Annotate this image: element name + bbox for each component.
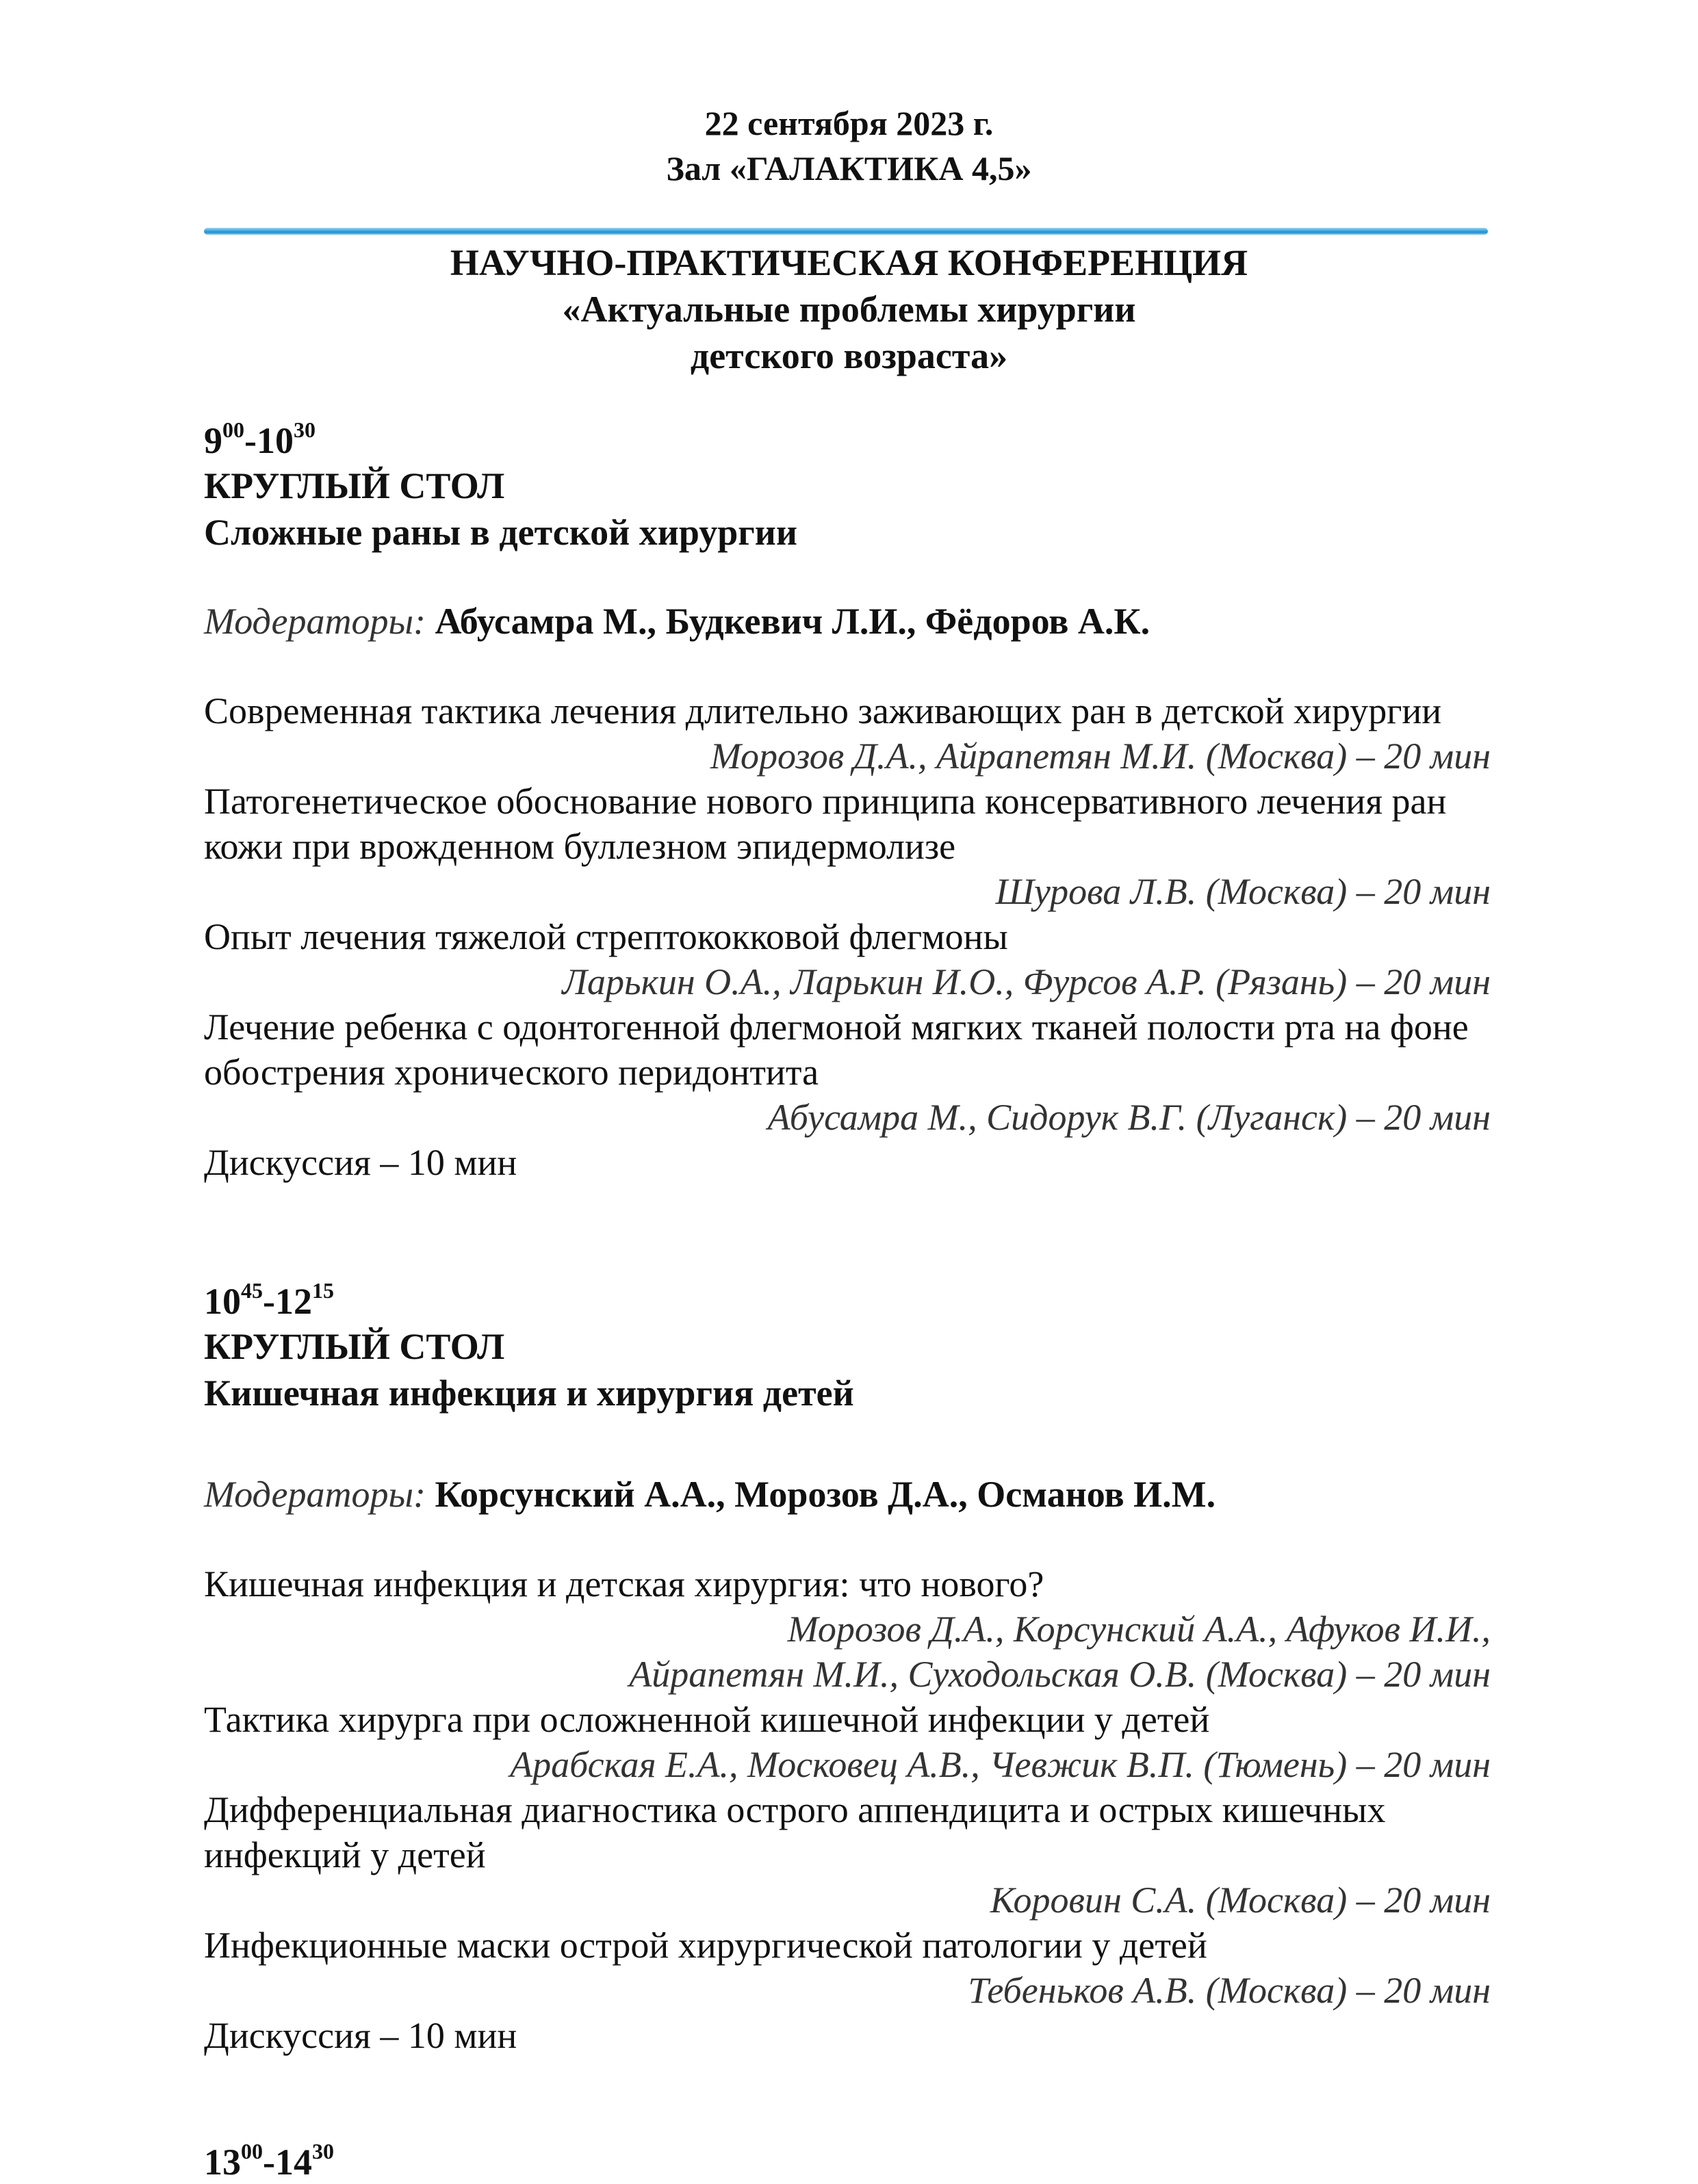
talk-authors: Коровин С.А. (Москва) – 20 мин — [990, 1880, 1491, 1921]
moderators-label: Модераторы: — [204, 601, 426, 642]
moderators — [204, 598, 1491, 645]
talk-authors: Шурова Л.В. (Москва) – 20 мин — [995, 871, 1491, 912]
talk-authors: Айрапетян М.И., Суходольская О.В. (Москва) – 20 мин — [629, 1654, 1491, 1695]
session-2 — [204, 1279, 1491, 2058]
session-type: КРУГЛЫЙ СТОЛ — [204, 1326, 505, 1367]
session-time: $10^{45}-12^{15}$ — [204, 1278, 334, 1322]
talk-title: Дифференциальная диагностика острого аппендицита и острых кишечных инфекций у детей — [204, 1789, 1386, 1875]
talk-list — [204, 1561, 1491, 2058]
talk-authors: Ларькин О.А., Ларькин И.О., Фурсов А.Р. (Рязань) – 20 мин — [562, 961, 1491, 1002]
session-title: Кишечная инфекция и хирургия детей — [204, 1373, 854, 1414]
session-type: КРУГЛЫЙ СТОЛ — [204, 465, 505, 506]
talk-authors: Морозов Д.А., Айрапетян М.И. (Москва) – 20 мин — [710, 736, 1491, 777]
talk-authors: Арабская Е.А., Московец А.В., Чевжик В.П. (Тюмень) – 20 мин — [510, 1744, 1491, 1785]
session-1 — [204, 419, 1491, 1185]
session-time: $9^{00}-10^{30}$ — [204, 417, 316, 461]
conference-title-line: детского возраста» — [690, 335, 1008, 376]
talk-title: Кишечная инфекция и детская хирургия: что нового? — [204, 1563, 1044, 1604]
moderators — [204, 1471, 1491, 1518]
talk-title: Тактика хирурга при осложненной кишечной инфекции у детей — [204, 1699, 1210, 1740]
talk-title: Патогенетическое обоснование нового принципа консервативного лечения ран кожи при врожденном буллезном эпидермолизе — [204, 781, 1447, 867]
moderators-names: Абусамра М., Будкевич Л.И., Фёдоров А.К. — [435, 601, 1150, 642]
header-divider — [204, 228, 1488, 235]
conference-title-line: «Актуальные проблемы хирургии — [562, 289, 1136, 330]
talk-title: Лечение ребенка с одонтогенной флегмоной мягких тканей полости рта на фоне обострения хронического перидонтита — [204, 1006, 1469, 1093]
discussion: Дискуссия – 10 мин — [204, 1142, 517, 1183]
session-3 — [204, 2140, 1491, 2184]
talk-title: Инфекционные маски острой хирургической патологии у детей — [204, 1925, 1207, 1966]
conference-title-line: НАУЧНО-ПРАКТИЧЕСКАЯ КОНФЕРЕНЦИЯ — [450, 242, 1248, 283]
session-title: Сложные раны в детской хирургии — [204, 512, 797, 553]
moderators-label: Модераторы: — [204, 1474, 426, 1515]
talk-authors: Тебеньков А.В. (Москва) – 20 мин — [968, 1970, 1491, 2011]
event-date: 22 сентября 2023 г. — [704, 104, 994, 142]
hall-name: Зал «ГАЛАКТИКА 4,5» — [666, 149, 1032, 187]
discussion: Дискуссия – 10 мин — [204, 2015, 517, 2056]
talk-title: Опыт лечения тяжелой стрептококковой флегмоны — [204, 916, 1008, 957]
moderators-names: Корсунский А.А., Морозов Д.А., Османов И.М. — [435, 1474, 1216, 1515]
conference-title — [0, 239, 1698, 379]
talk-list — [204, 688, 1491, 1185]
talk-authors: Абусамра М., Сидорук В.Г. (Луганск) – 20 мин — [767, 1097, 1491, 1138]
talk-authors: Морозов Д.А., Корсунский А.А., Афуков И.И., — [787, 1609, 1491, 1650]
talk-title: Современная тактика лечения длительно заживающих ран в детской хирургии — [204, 690, 1442, 731]
session-time: $13^{00}-14^{30}$ — [204, 2139, 334, 2183]
